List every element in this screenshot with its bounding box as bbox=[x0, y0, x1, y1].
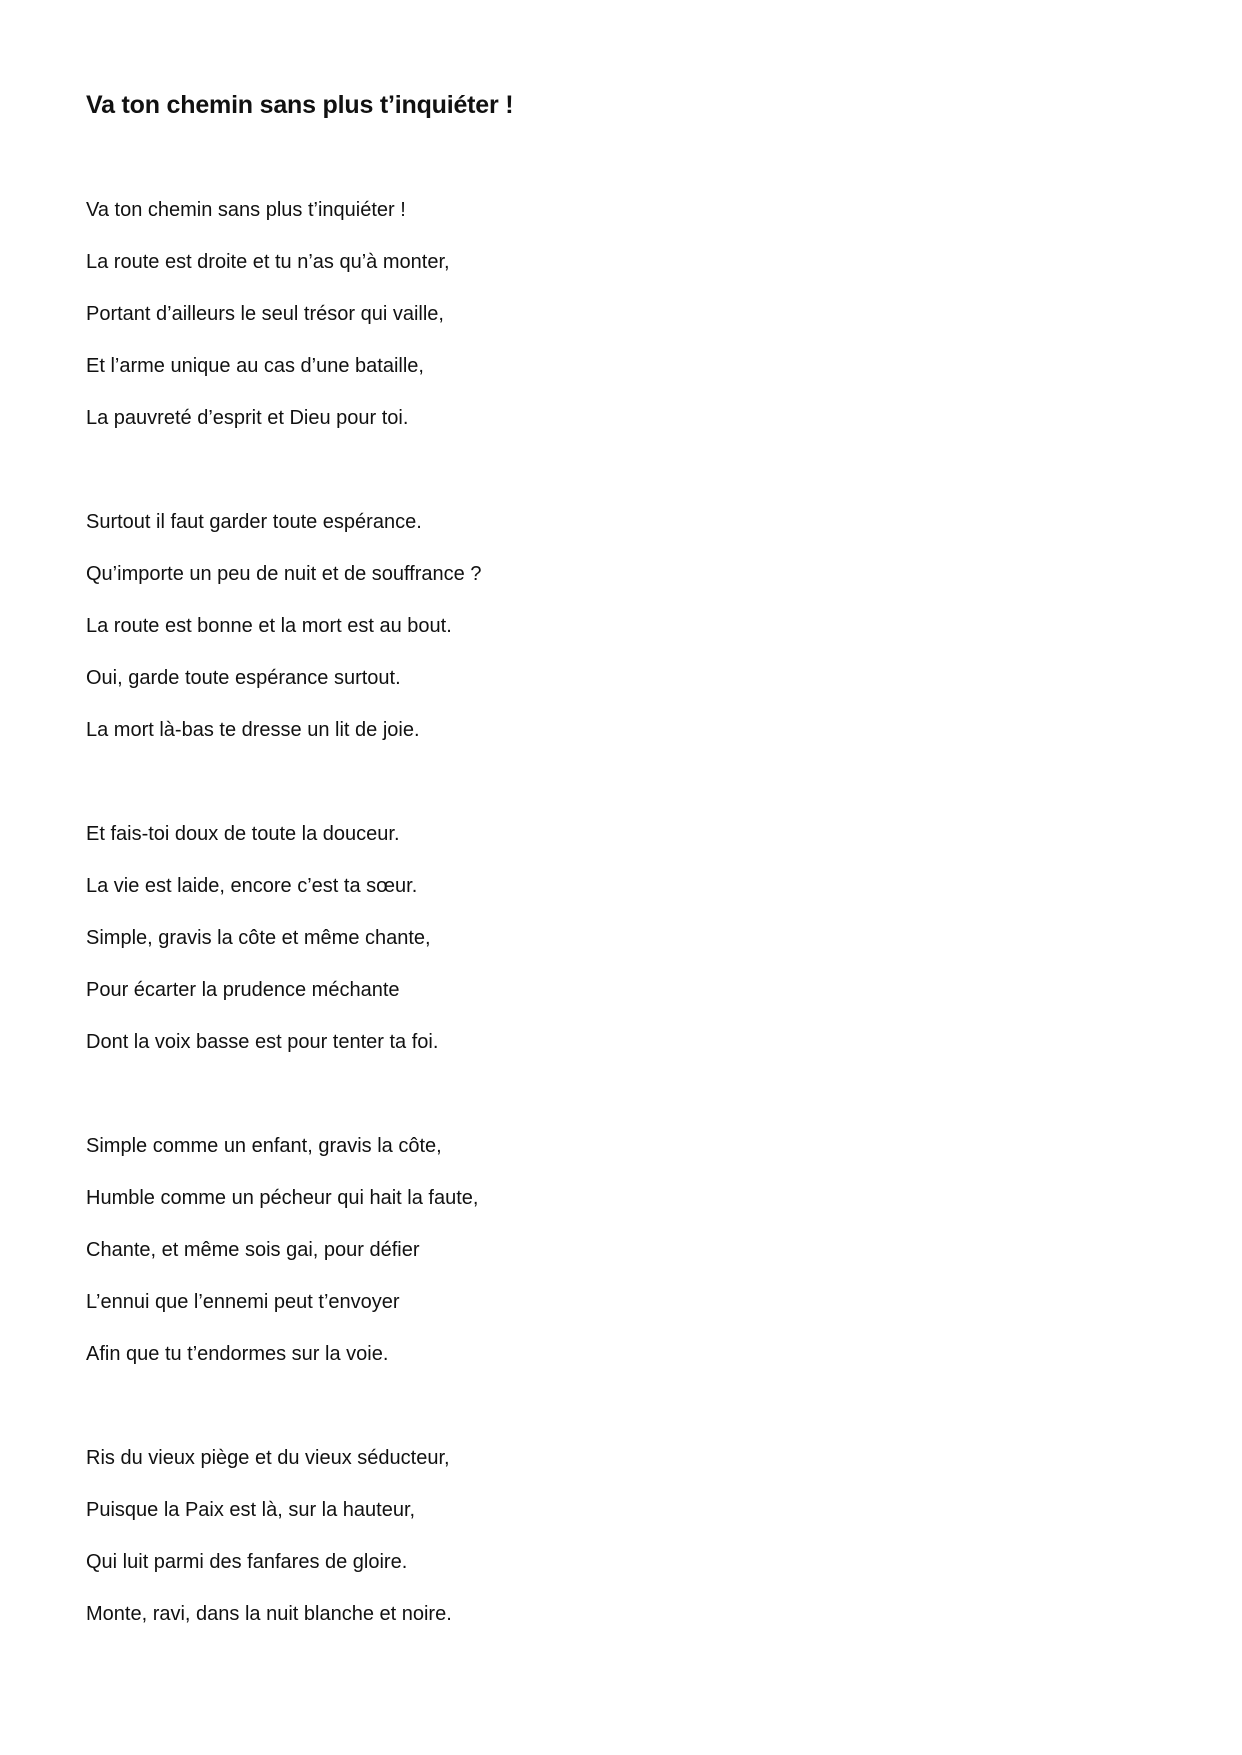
poem-line: La pauvreté d’esprit et Dieu pour toi. bbox=[86, 407, 409, 429]
stanza-4 bbox=[86, 1132, 1086, 1392]
stanza-3 bbox=[86, 820, 1086, 1080]
poem-line: Qu’importe un peu de nuit et de souffrance ? bbox=[86, 563, 482, 585]
poem-line: Qui luit parmi des fanfares de gloire. bbox=[86, 1551, 408, 1573]
poem-line: Oui, garde toute espérance surtout. bbox=[86, 667, 401, 689]
poem-line: Simple, gravis la côte et même chante, bbox=[86, 927, 431, 949]
stanza-1 bbox=[86, 196, 1086, 456]
poem-line: Dont la voix basse est pour tenter ta foi. bbox=[86, 1031, 439, 1053]
poem-body bbox=[86, 196, 1086, 1704]
poem-line: La route est bonne et la mort est au bout. bbox=[86, 615, 452, 637]
poem-line: Humble comme un pécheur qui hait la faute, bbox=[86, 1187, 479, 1209]
poem-line: La route est droite et tu n’as qu’à monter, bbox=[86, 251, 450, 273]
poem-line: La vie est laide, encore c’est ta sœur. bbox=[86, 875, 418, 897]
stanza-2 bbox=[86, 508, 1086, 768]
poem-line: Simple comme un enfant, gravis la côte, bbox=[86, 1135, 442, 1157]
poem-line: Ris du vieux piège et du vieux séducteur, bbox=[86, 1447, 450, 1469]
poem-line: La mort là-bas te dresse un lit de joie. bbox=[86, 719, 420, 741]
poem-title: Va ton chemin sans plus t’inquiéter ! bbox=[86, 91, 514, 119]
poem-line: Portant d’ailleurs le seul trésor qui vaille, bbox=[86, 303, 444, 325]
poem-line: L’ennui que l’ennemi peut t’envoyer bbox=[86, 1291, 400, 1313]
poem-line: Monte, ravi, dans la nuit blanche et noire. bbox=[86, 1603, 452, 1625]
poem-line: Puisque la Paix est là, sur la hauteur, bbox=[86, 1499, 416, 1521]
poem-line: Va ton chemin sans plus t’inquiéter ! bbox=[86, 199, 406, 221]
poem-line: Surtout il faut garder toute espérance. bbox=[86, 511, 422, 533]
poem-line: Chante, et même sois gai, pour défier bbox=[86, 1239, 420, 1261]
poem-line: Et l’arme unique au cas d’une bataille, bbox=[86, 355, 424, 377]
poem-line: Et fais-toi doux de toute la douceur. bbox=[86, 823, 400, 845]
poem-line: Pour écarter la prudence méchante bbox=[86, 979, 400, 1001]
poem-line: Afin que tu t’endormes sur la voie. bbox=[86, 1343, 389, 1365]
stanza-5 bbox=[86, 1444, 1086, 1652]
